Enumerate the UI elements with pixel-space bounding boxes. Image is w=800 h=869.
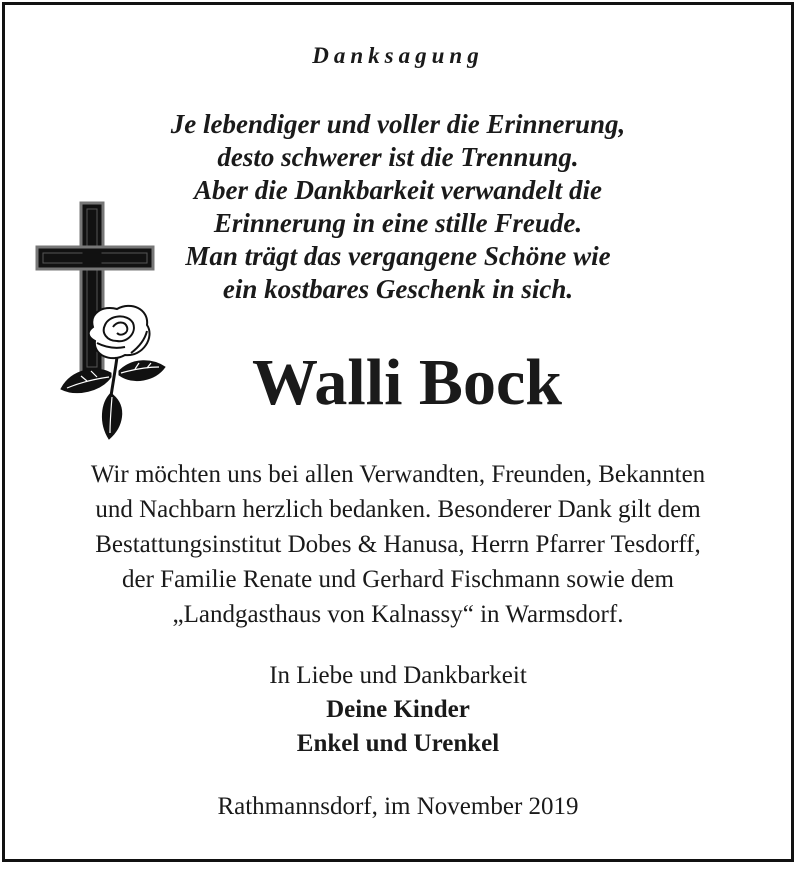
poem-line: desto schwerer ist die Trennung. [217, 142, 579, 172]
poem-line: Erinnerung in eine stille Freude. [213, 208, 583, 238]
thanks-line: „Landgasthaus von Kalnassy“ in Warmsdorf. [172, 601, 624, 628]
thanks-line: Wir möchten uns bei allen Verwandten, Freunden, Bekannten [90, 461, 706, 488]
signature-grandchildren: Enkel und Urenkel [296, 730, 500, 757]
closing-phrase: In Liebe und Dankbarkeit [269, 662, 527, 689]
poem-line: Aber die Dankbarkeit verwandelt die [194, 175, 602, 205]
cross-with-rose [31, 197, 171, 443]
obituary-notice [2, 2, 794, 862]
poem-line: Man trägt das vergangene Schöne wie [185, 241, 611, 271]
poem-line: ein kostbares Geschenk in sich. [222, 274, 574, 304]
notice-heading: Danksagung [312, 43, 484, 68]
closing-block [5, 659, 791, 761]
signature-children: Deine Kinder [326, 696, 470, 723]
poem-line: Je lebendiger und voller die Erinnerung, [170, 109, 626, 139]
thanks-line: Bestattungsinstitut Dobes & Hanusa, Herrn Pfarrer Tesdorff, [95, 531, 701, 558]
thanks-line: und Nachbarn herzlich bedanken. Besonderer Dank gilt dem [95, 496, 701, 523]
rose-icon [31, 197, 171, 443]
thanks-line: der Familie Renate und Gerhard Fischmann sowie dem [122, 566, 674, 593]
deceased-name: Walli Bock [252, 346, 562, 419]
thanks-paragraph [5, 457, 791, 632]
place-date: Rathmannsdorf, im November 2019 [217, 793, 579, 820]
